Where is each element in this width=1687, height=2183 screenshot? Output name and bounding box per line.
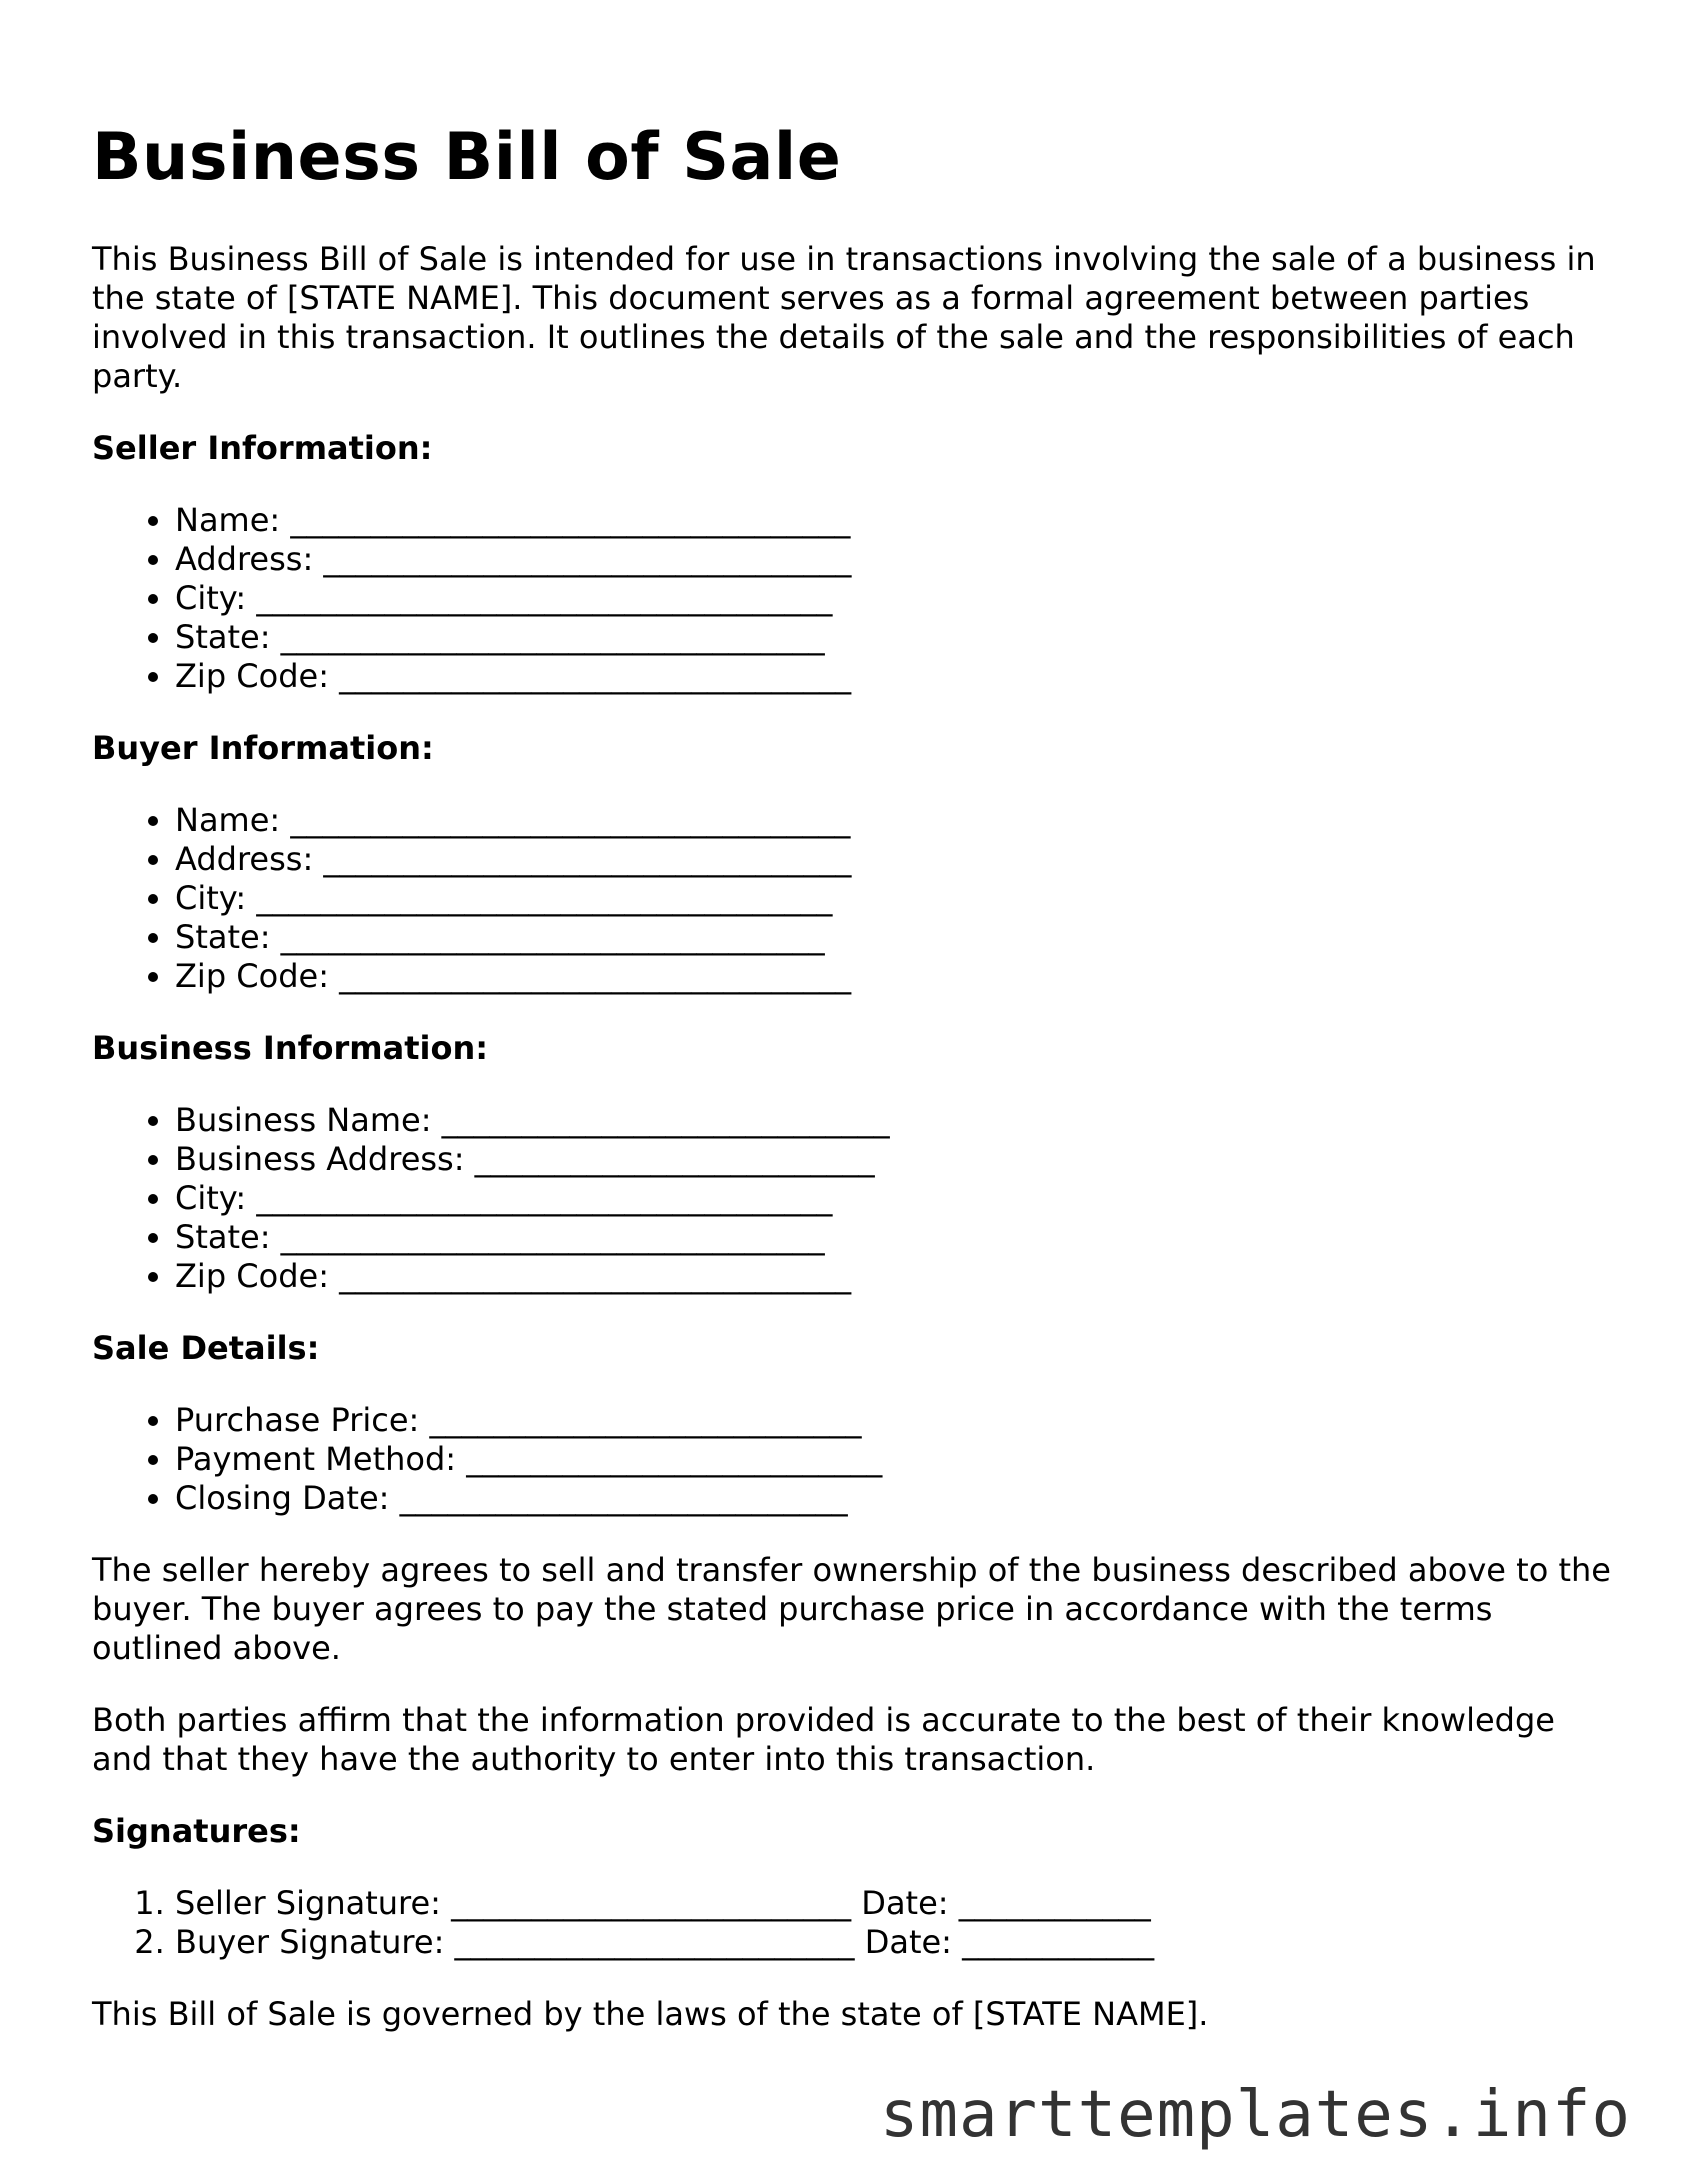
seller-city-field[interactable]: • City: ____________________________________	[175, 579, 1612, 618]
purchase-price-field[interactable]: • Purchase Price: ___________________________	[175, 1401, 1612, 1440]
signatures-heading: Signatures:	[92, 1812, 301, 1850]
business-list	[92, 1101, 1612, 1296]
sale-list	[92, 1401, 1612, 1518]
buyer-heading: Buyer Information:	[92, 729, 434, 767]
buyer-city-field[interactable]: • City: ____________________________________	[175, 879, 1612, 918]
business-heading: Business Information:	[92, 1029, 489, 1067]
business-city-field[interactable]: • City: ____________________________________	[175, 1179, 1612, 1218]
document-page	[92, 100, 1612, 2034]
seller-zip-field[interactable]: • Zip Code: ________________________________	[175, 657, 1612, 696]
business-address-field[interactable]: • Business Address: _________________________	[175, 1140, 1612, 1179]
governing-law-paragraph: This Bill of Sale is governed by the laws of the state of [STATE NAME].	[92, 1995, 1209, 2033]
business-name-field[interactable]: • Business Name: ____________________________	[175, 1101, 1612, 1140]
seller-name-field[interactable]: • Name: ___________________________________	[175, 501, 1612, 540]
closing-date-field[interactable]: • Closing Date: ____________________________	[175, 1479, 1612, 1518]
intro-paragraph: This Business Bill of Sale is intended for use in transactions involving the sale of a business in the state of [STATE NAME]. This document serves as a formal agreement between parties involved in this transaction. It outlines the details of the sale and the responsibilities of each party.	[92, 240, 1596, 395]
seller-state-field[interactable]: • State: __________________________________	[175, 618, 1612, 657]
buyer-list	[92, 801, 1612, 996]
buyer-state-field[interactable]: • State: __________________________________	[175, 918, 1612, 957]
business-state-field[interactable]: • State: __________________________________	[175, 1218, 1612, 1257]
agreement-paragraph: The seller hereby agrees to sell and transfer ownership of the business described above to the buyer. The buyer agrees to pay the stated purchase price in accordance with the terms outlined above.	[92, 1551, 1611, 1667]
buyer-zip-field[interactable]: • Zip Code: ________________________________	[175, 957, 1612, 996]
buyer-signature-field[interactable]: 2. Buyer Signature: _________________________ Date: ____________	[175, 1923, 1612, 1962]
payment-method-field[interactable]: • Payment Method: __________________________	[175, 1440, 1612, 1479]
seller-signature-field[interactable]: 1. Seller Signature: _________________________ Date: ____________	[175, 1884, 1612, 1923]
seller-heading: Seller Information:	[92, 429, 433, 467]
sale-heading: Sale Details:	[92, 1329, 320, 1367]
watermark: smarttemplates.info	[879, 2078, 1631, 2152]
buyer-name-field[interactable]: • Name: ___________________________________	[175, 801, 1612, 840]
page-title: Business Bill of Sale	[92, 120, 842, 195]
buyer-address-field[interactable]: • Address: _________________________________	[175, 840, 1612, 879]
business-zip-field[interactable]: • Zip Code: ________________________________	[175, 1257, 1612, 1296]
affirmation-paragraph: Both parties affirm that the information provided is accurate to the best of their knowledge and that they have the authority to enter into this transaction.	[92, 1701, 1555, 1778]
seller-list	[92, 501, 1612, 696]
signatures-list	[92, 1884, 1612, 1962]
seller-address-field[interactable]: • Address: _________________________________	[175, 540, 1612, 579]
